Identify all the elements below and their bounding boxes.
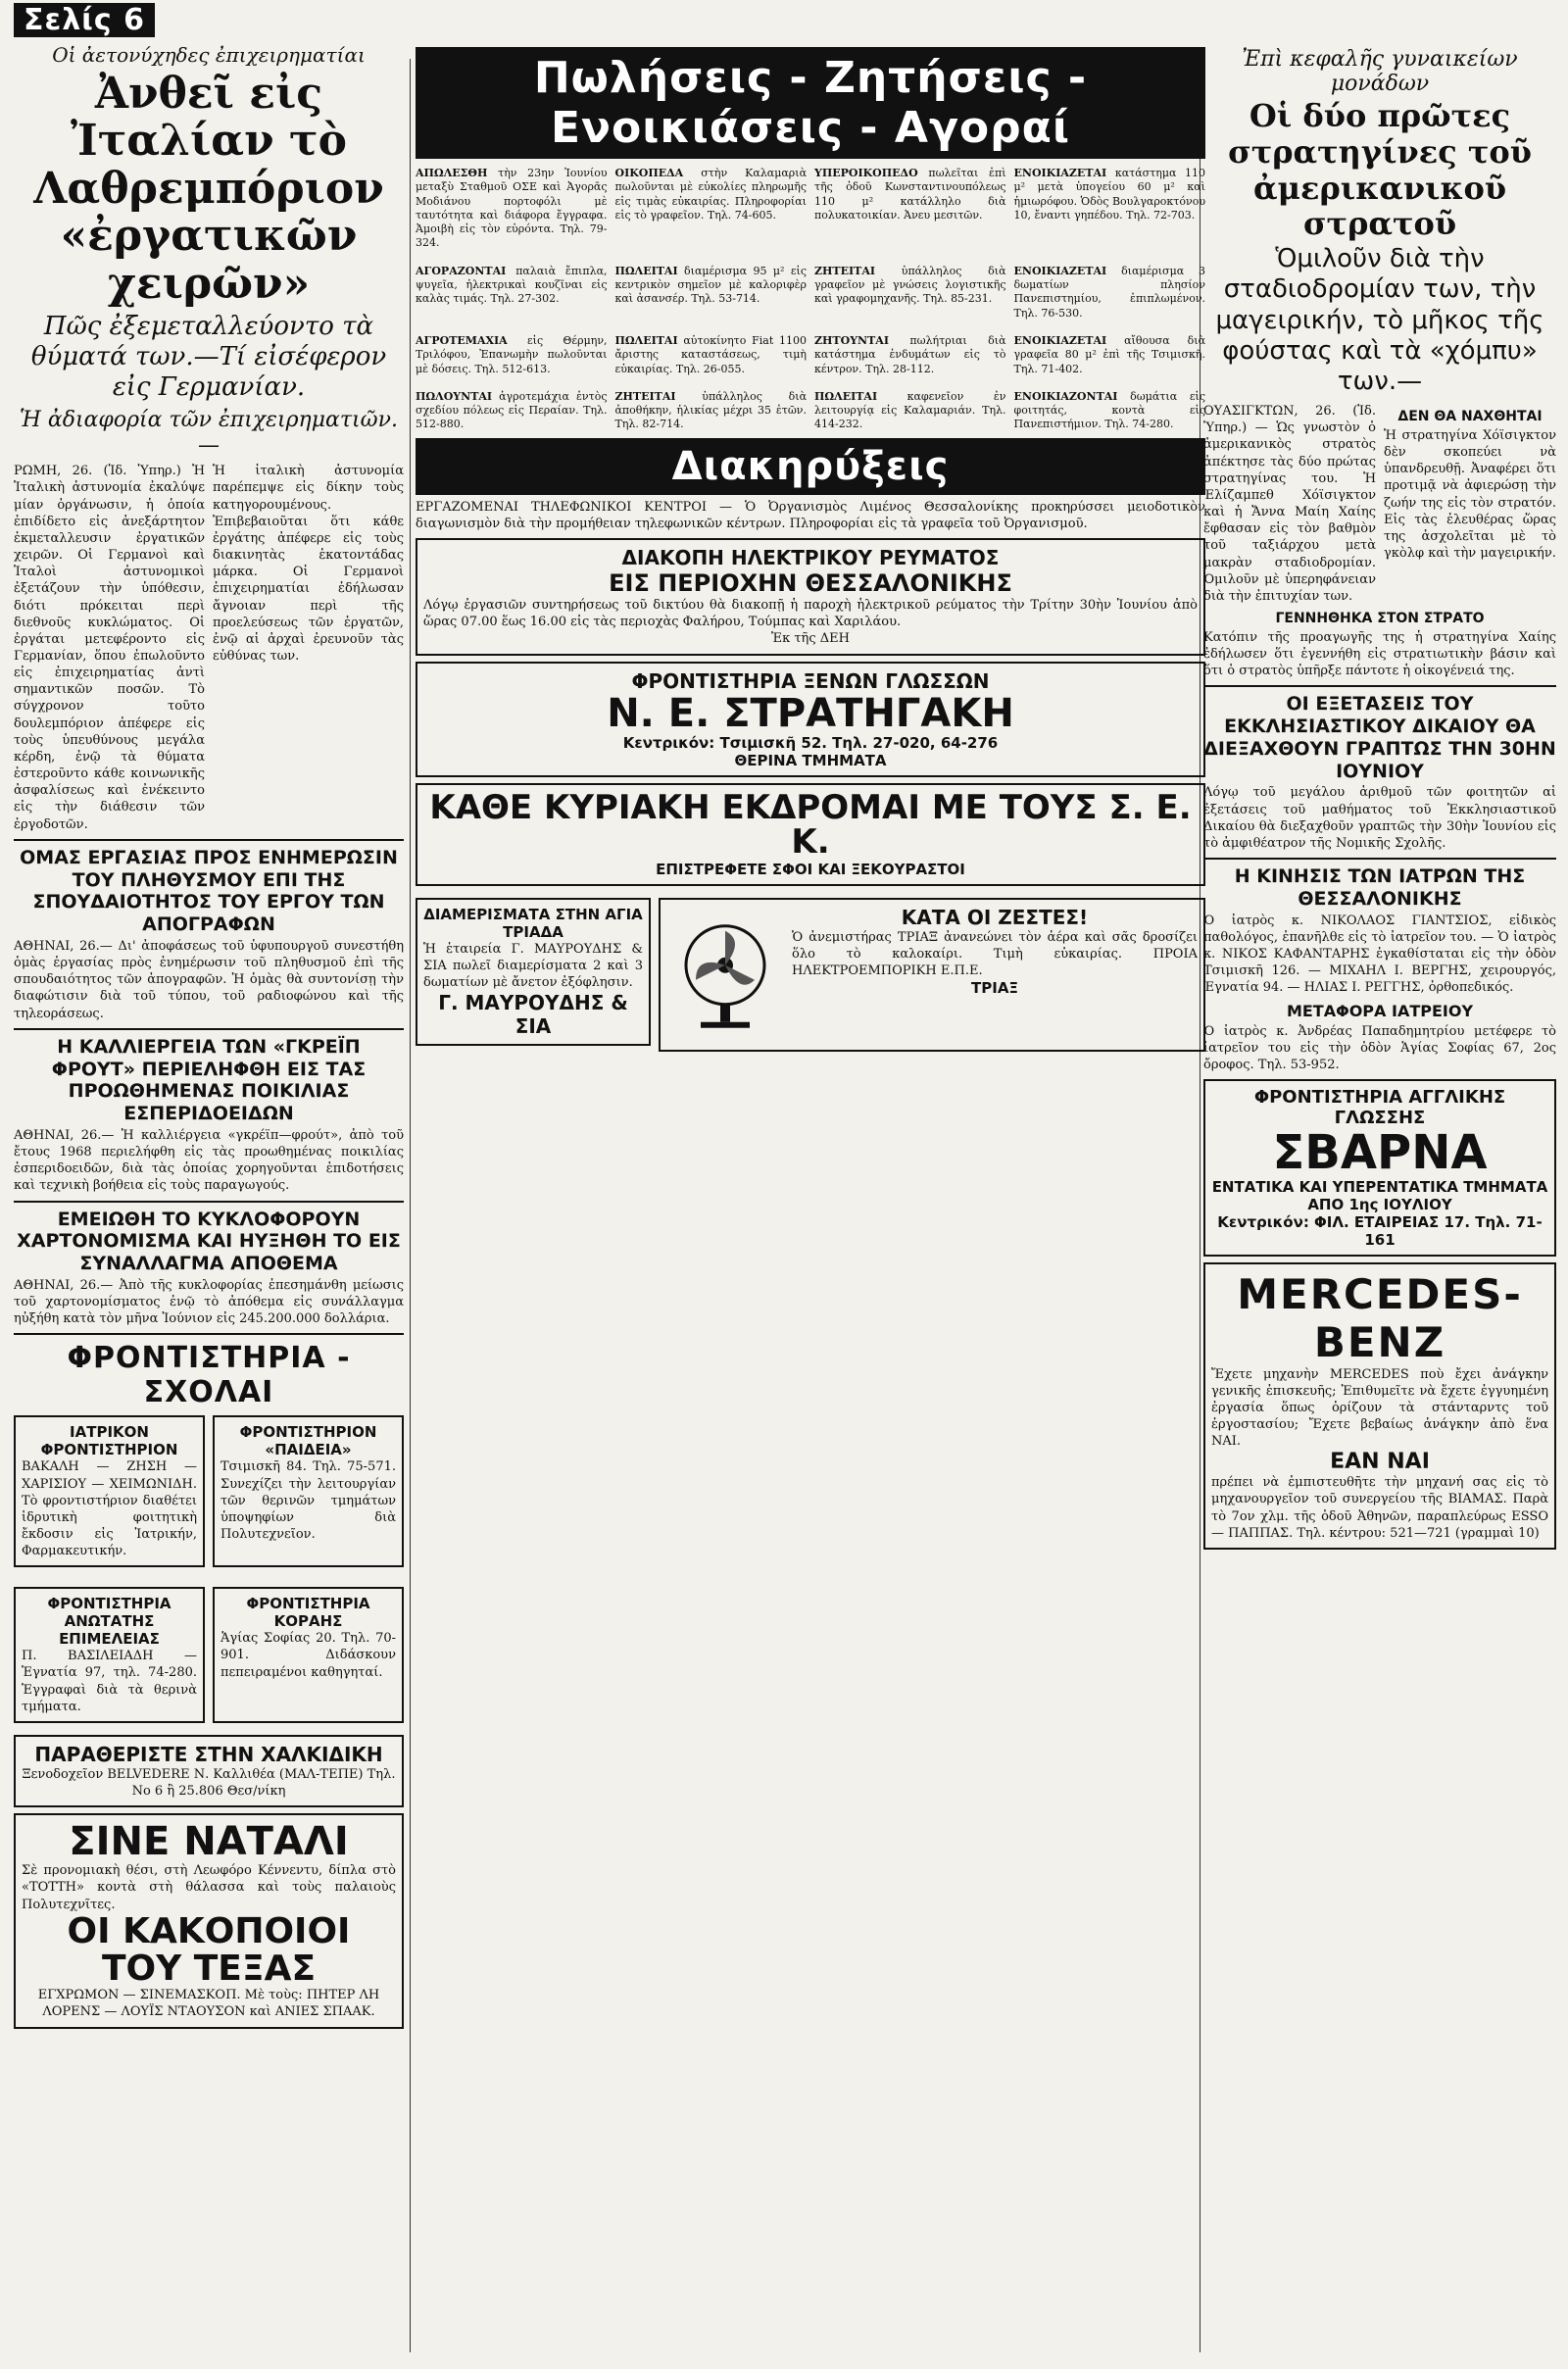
tutoring-ad — [14, 1415, 205, 1567]
classified-ad — [615, 265, 808, 321]
article-headline: ΟΙ ΕΞΕΤΑΣΕΙΣ ΤΟΥ ΕΚΚΛΗΣΙΑΣΤΙΚΟΥ ΔΙΚΑΙΟΥ ΘΑ ΔΙΕΞΑΧΘΟΥΝ ΓΡΑΠΤΩΣ ΤΗΝ 30ΗΝ ΙΟΥΝΙΟΥ — [1203, 693, 1556, 782]
classified-lead: ΕΝΟΙΚΙΑΖΕΤΑΙ — [1013, 264, 1107, 277]
ad-title: ΦΡΟΝΤΙΣΤΗΡΙΑ ΞΕΝΩΝ ΓΛΩΣΣΩΝ — [631, 668, 990, 693]
ad-title: ΠΑΡΑΘΕΡΙΣΤΕ ΣΤΗΝ ΧΑΛΚΙΔΙΚΗ — [34, 1742, 383, 1766]
classified-ad — [1014, 265, 1206, 321]
bottom-ads — [416, 892, 1205, 1052]
school-sub: ΘΕΡΙΝΑ ΤΜΗΜΑΤΑ — [734, 751, 887, 769]
cinema-title: ΣΙΝΕ ΝΑΤΑΛΙ — [69, 1819, 349, 1865]
article-paragraph: ΑΘΗΝΑΙ, 26.— Ἡ καλλιέργεια «γκρέϊπ—φρούτ», ἀπὸ τοῦ ἔτους 1968 περιελήφθη εἰς τὰς προωθημένας ποικιλίας ἐσπεριδοειδῶν, διὰ τὰς ὁποίας χορηγοῦνται ἐπιδοτήσεις καὶ τεχνικὴ βοήθεια εἰς τοὺς παραγωγούς. — [14, 1127, 404, 1194]
ad-text: ΒΑΚΑΛΗ — ΖΗΣΗ — ΧΑΡΙΣΙΟΥ — ΧΕΙΜΩΝΙΔΗ. Τὸ φροντιστήριον διαθέτει ἱδρυτικὴ φοιτητικὴ ἔκδοσιν εἰς Ἰατρικήν, Φαρμακευτικήν. — [22, 1459, 197, 1559]
tutoring-ad — [213, 1415, 404, 1567]
classified-text: αἴθουσα διὰ γραφεῖα 80 μ² ἐπὶ τῆς Τσιμισκῆ. Τηλ. 71-402. — [1013, 333, 1205, 375]
classified-text: στὴν Καλαμαριὰ πωλοῦνται μὲ εὐκολίες πληρωμῆς εἰς τιμὰς εὐκαιρίας. Πληροφορίαι εἰς τὸ γραφεῖον. Τηλ. 74-605. — [614, 167, 808, 222]
article-deck: Ὁμιλοῦν διὰ τὴν σταδιοδρομίαν των, τὴν μαγειρικήν, τὸ μῆκος τῆς φούστας καὶ τὰ «χόμπυ» των.— — [1215, 244, 1544, 396]
classified-ad — [416, 334, 608, 376]
classified-text: τὴν 23ην Ἰουνίου μεταξὺ Σταθμοῦ ΟΣΕ καὶ Ἀγορᾶς Μοδιάνου πορτοφόλι μὲ ταυτότητα καὶ διάφορα ἔγγραφα. Ἀμοιβὴ εἰς τὸν εὑρόντα. Τηλ. 79-324. — [416, 167, 608, 250]
classified-lead: ΕΝΟΙΚΙΑΖΕΤΑΙ — [1013, 333, 1107, 347]
ad-text: Ξενοδοχεῖον BELVEDERE Ν. Καλλιθέα (ΜΑΛ-ΤΕΠΕ) Τηλ. No 6 ἢ 25.806 Θεσ/νίκη — [22, 1766, 396, 1800]
classified-lead: ΑΓΟΡΑΖΟΝΤΑΙ — [416, 264, 507, 277]
classified-text: πωλήτριαι διὰ κατάστημα ἐνδυμάτων εἰς τὸ κέντρον. Τηλ. 28-112. — [814, 333, 1006, 375]
tutoring-ads — [14, 1409, 404, 1729]
apartment-ad — [416, 898, 651, 1046]
classified-lead: ΕΝΟΙΚΙΑΖΕΤΑΙ — [1013, 167, 1107, 179]
ad-title: ΔΙΑΜΕΡΙΣΜΑΤΑ ΣΤΗΝ ΑΓΙΑ ΤΡΙΑΔΑ — [423, 905, 643, 941]
ad-subtitle: ΕΠΙΣΤΡΕΦΕΤΕ ΣΦΟΙ ΚΑΙ ΞΕΚΟΥΡΑΣΤΟΙ — [656, 860, 965, 878]
classified-lead: ΠΩΛΕΙΤΑΙ — [814, 389, 878, 403]
tutoring-ad — [213, 1587, 404, 1723]
article-kicker: Ἐπὶ κεφαλῆς γυναικείων μονάδων — [1242, 47, 1518, 96]
subhead: ΜΕΤΑΦΟΡΑ ΙΑΤΡΕΙΟΥ — [1286, 1002, 1474, 1021]
mercedes-ad — [1203, 1262, 1556, 1550]
classified-lead: ΟΙΚΟΠΕΔΑ — [614, 167, 684, 179]
classified-ad — [615, 167, 808, 251]
article-headline: Η ΚΙΝΗΣΙΣ ΤΩΝ ΙΑΤΡΩΝ ΤΗΣ ΘΕΣΣΑΛΟΝΙΚΗΣ — [1234, 865, 1526, 910]
ad-text: Ἔχετε μηχανὴν MERCEDES ποὺ ἔχει ἀνάγκην γενικῆς ἐπισκευῆς; Ἐπιθυμεῖτε νὰ ἔχετε ἐγγυημένη ἐργασία ὅπως ὁρίζουν τὰ στάνταρντς τοῦ ἐργοστασίου; Ἔχετε βεβαίως ἀνάγκην ἀπὸ ἕνα ΝΑΙ. — [1211, 1366, 1548, 1450]
classified-ad — [615, 390, 808, 432]
subhead: ΔΕΝ ΘΑ ΝΑΧΘΗΤΑΙ — [1397, 409, 1543, 425]
ad-text: Ὁ ἀνεμιστήρας ΤΡΙΑΞ ἀνανεώνει τὸν ἀέρα καὶ σᾶς δροσίζει ὅλο τὸ καλοκαίρι. Τιμὴ εὐκαιρίας. ΠΡΟΙΑ ΗΛΕΚΤΡΟΕΜΠΟΡΙΚΗ Ε.Π.Ε. — [792, 929, 1198, 979]
article-column — [1384, 403, 1556, 605]
ad-text: Ἁγίας Σοφίας 20. Τηλ. 70-901. Διδάσκουν πεπειραμένοι καθηγηταί. — [220, 1631, 396, 1680]
resort-ad — [14, 1735, 404, 1807]
ad-text: ΕΓΧΡΩΜΟΝ — ΣΙΝΕΜΑΣΚΟΠ. Μὲ τοὺς: ΠΗΤΕΡ ΛΗ ΛΟΡΕΝΣ — ΛΟΥΪΣ ΝΤΑΟΥΣΟΝ καὶ ΑΝΙΕΣ ΣΠΑΑΚ. — [37, 1988, 380, 2020]
ad-title: ΔΙΑΚΟΠΗ ΗΛΕΚΤΡΙΚΟΥ ΡΕΥΜΑΤΟΣ — [621, 546, 1000, 570]
classified-text: πωλεῖται ἐπὶ τῆς ὁδοῦ Κωνσταντινουπόλεως 110 μ² κατάλληλο διὰ πολυκατοικίαν. Ἀνευ μεσιτῶν. — [814, 167, 1006, 222]
article-paragraph: ΟΥΑΣΙΓΚΤΩΝ, 26. (Ἰδ. Ὑπηρ.) — Ὡς γνωστὸν ὁ ἀμερικανικὸς στρατὸς ἀπέκτησε τὰς δύο πρώτας στρατηγίνας του. Ἡ Ἐλίζαμπεθ Χόϊσιγκτον καὶ ἡ Ἄννα Μαίη Χαίης ἔφθασαν εἰς τὸν βαθμὸν τοῦ ταξιάρχου μετὰ μακρὰν σταδιοδρομίαν. Ὁμιλοῦν μὲ ὑπερηφάνειαν διὰ τὴν ἐπιτυχίαν των. — [1203, 404, 1376, 604]
article-paragraph: ΑΘΗΝΑΙ, 26.— Ἀπὸ τῆς κυκλοφορίας ἐπεσημάνθη μείωσις τοῦ χαρτονομίσματος ἐνῷ τὸ ἀπόθεμα εἰς συνάλλαγμα ηὐξήθη κατὰ τὸν μῆνα Ἰούνιον εἰς 245.200.000 δολλάρια. — [14, 1277, 404, 1327]
classified-ad — [416, 265, 608, 321]
classified-text: αὐτοκίνητο Fiat 1100 ἄριστης καταστάσεως, τιμὴ εὐκαιρίας. Τηλ. 26-055. — [614, 333, 807, 375]
classifieds-banner: Πωλήσεις - Ζητήσεις - Ενοικιάσεις - Αγοραί — [416, 47, 1205, 159]
classified-ad — [1014, 167, 1206, 251]
classified-text: εἰς Θέρμην, Τριλόφου, Ἐπανωμὴν πωλοῦνται μὲ δόσεις. Τηλ. 512-613. — [416, 333, 608, 375]
right-column — [1203, 0, 1556, 1555]
school-address: Κεντρικόν: ΦΙΛ. ΕΤΑΙΡΕΙΑΣ 17. Τηλ. 71-161 — [1217, 1212, 1543, 1249]
article-paragraph: Λόγῳ τοῦ μεγάλου ἀριθμοῦ τῶν φοιτητῶν αἱ ἐξετάσεις τοῦ μαθήματος τοῦ Ἐκκλησιαστικοῦ Δικαίου θὰ διεξαχθοῦν γραπτῶς τὴν 30ὴν Ἰουνίου εἰς τὸ ἀμφιθέατρον τῆς Νομικῆς Σχολῆς. — [1203, 785, 1556, 851]
fan-icon — [666, 906, 784, 1044]
classified-lead: ΖΗΤΟΥΝΤΑΙ — [814, 333, 889, 347]
article-headline: Ἀνθεῖ εἰς Ἰταλίαν τὸ Λαθρεμπόριον «ἐργατικῶν χειρῶν» — [33, 69, 384, 309]
article-paragraph: Ἡ στρατηγίνα Χόϊσιγκτον δὲν σκοπεύει νὰ ὑπανδρευθῇ. Ἀναφέρει ὅτι προτιμᾷ νὰ ἀφιερώσῃ τὴν ζωήν της εἰς τὸν στρατόν. Εἰς τὰς ἐλευθέρας ὥρας της ἀσχολεῖται μὲ τὸ γκὸλφ καὶ τὴν μαγειρικήν. — [1384, 427, 1556, 562]
classified-lead: ΥΠΕΡΟΙΚΟΠΕΔΟ — [814, 167, 918, 179]
classified-text: διαμέρισμα 3 δωματίων πλησίον Πανεπιστημίου, ἐπιπλωμένον. Τηλ. 76-530. — [1013, 264, 1205, 320]
ad-text: Λόγῳ ἐργασιῶν συντηρήσεως τοῦ δικτύου θὰ διακοπῇ ἡ παροχὴ ἡλεκτρικοῦ ρεύματος τὴν Τρίτην 30ὴν Ἰουνίου ἀπὸ ὥρας 07.00 ἕως 16.00 εἰς τὰς περιοχὰς Φαλήρου, Τούμπας καὶ Χαριλάου. — [423, 598, 1198, 630]
classified-lead: ΕΝΟΙΚΙΑΖΟΝΤΑΙ — [1013, 389, 1118, 403]
classified-text: διαμέρισμα 95 μ² εἰς κεντρικὸν σημεῖον μὲ καλοριφὲρ καὶ ἀσανσέρ. Τηλ. 53-714. — [614, 264, 808, 306]
article-paragraph: Κατόπιν τῆς προαγωγῆς της ἡ στρατηγίνα Χαίης ἐδήλωσεν ὅτι ἐγεννήθη εἰς στρατιωτικὴν βάσιν καὶ ὅτι ὁ στρατὸς ὑπῆρξε πάντοτε ἡ οἰκογένειά της. — [1203, 629, 1556, 679]
classified-text: καφενεῖον ἐν λειτουργίᾳ εἰς Καλαμαριάν. Τηλ. 414-232. — [814, 389, 1006, 431]
article-headline: Η ΚΑΛΛΙΕΡΓΕΙΑ ΤΩΝ «ΓΚΡΕΪΠ ΦΡΟΥΤ» ΠΕΡΙΕΛΗΦΘΗ ΕΙΣ ΤΑΣ ΠΡΟΩΘΗΜΕΝΑΣ ΠΟΙΚΙΛΙΑΣ ΕΣΠΕΡΙΔΟΕΙΔΩΝ — [51, 1035, 367, 1125]
ad-sign: Ἐκ τῆς ΔΕΗ — [771, 631, 850, 647]
brand-name: ΤΡΙΑΞ — [971, 979, 1018, 998]
ad-title: ΦΡΟΝΤΙΣΤΗΡΙΑ ΑΓΓΛΙΚΗΣ ΓΛΩΣΣΗΣ — [1253, 1087, 1506, 1129]
article-paragraph: ΑΘΗΝΑΙ, 26.— Δι' ἀποφάσεως τοῦ ὑφυπουργοῦ συνεστήθη ὁμὰς ἐργασίας πρὸς ἐνημέρωσιν τοῦ πληθυσμοῦ ἐπὶ τῆς σπουδαιότητος τῶν ἀπογραφῶν. Ἡ ὁμὰς θὰ συντονίσῃ τὴν διαφώτισιν διὰ τοῦ τύπου, τοῦ ραδιοφώνου καὶ τῆς τηλεοράσεως. — [14, 938, 404, 1021]
article-headline: Οἱ δύο πρῶτες στρατηγίνες τοῦ ἀμερικανικοῦ στρατοῦ — [1228, 97, 1532, 243]
classified-text: δωμάτια εἰς φοιτητάς, κοντὰ εἰς Πανεπιστήμιον. Τηλ. 74-280. — [1013, 389, 1205, 431]
language-school-ad — [416, 662, 1205, 777]
ad-emphasis: ΕΑΝ ΝΑΙ — [1330, 1450, 1430, 1475]
ad-subtitle: ΕΝΤΑΤΙΚΑ ΚΑΙ ΥΠΕΡΕΝΤΑΤΙΚΑ ΤΜΗΜΑΤΑ ΑΠΟ 1ης ΙΟΥΛΙΟΥ — [1211, 1177, 1548, 1213]
article-deck: Πῶς ἐξεμεταλλεύοντο τὰ θύματά των.—Τί εἰσέφερον εἰς Γερμανίαν. — [30, 311, 387, 403]
classified-lead: ΑΓΡΟΤΕΜΑΧΙΑ — [416, 333, 508, 347]
school-address: Κεντρικόν: Τσιμισκῆ 52. Τηλ. 27-020, 64-276 — [622, 733, 999, 752]
cinema-ad — [14, 1813, 404, 2028]
ad-text: πρέπει νὰ ἐμπιστευθῆτε τὴν μηχανή σας εἰς τὸ μηχανουργεῖον τοῦ συνεργείου τῆς ΒΙΑΜΑΣ. Παρὰ τὸ 7ον χλμ. τῆς ὁδοῦ Ἀθηνῶν, παραπλεύρως ESSO — ΠΑΠΠΑΣ. Τηλ. κέντρου: 521—721 (γραμμαὶ 10) — [1211, 1475, 1548, 1541]
article-paragraph: Ἡ ἰταλικὴ ἀστυνομία παρέπεμψε εἰς δίκην τοὺς κατηγορουμένους. Ἐπιβεβαιοῦται ὅτι κάθε ἐργάτης ἀπέφερε εἰς τοὺς διακινητὰς ἑκατοντάδας μάρκα. Οἱ Γερμανοὶ ἐπιχειρηματίαι ἐδήλωσαν ἄγνοιαν περὶ τῆς προελεύσεως τῶν ἐργατῶν, ἐνῷ αἱ ἀρχαὶ ἐρευνοῦν τὰς εὐθύνας των. — [213, 464, 404, 665]
school-name: ΣΒΑΡΝΑ — [1272, 1125, 1488, 1181]
article-headline: ΟΜΑΣ ΕΡΓΑΣΙΑΣ ΠΡΟΣ ΕΝΗΜΕΡΩΣΙΝ ΤΟΥ ΠΛΗΘΥΣΜΟΥ ΕΠΙ ΤΗΣ ΣΠΟΥΔΑΙΟΤΗΤΟΣ ΤΟΥ ΕΡΓΟΥ ΤΩΝ ΑΠΟΓΡΑΦΩΝ — [20, 846, 398, 936]
classified-lead: ΖΗΤΕΙΤΑΙ — [614, 389, 676, 403]
classified-ad — [814, 265, 1006, 321]
masthead — [14, 0, 404, 39]
article-subdeck: Ἡ ἀδιαφορία τῶν ἐπιχειρηματιῶν.— — [20, 407, 398, 458]
column-rule — [410, 59, 411, 2352]
subhead: ΓΕΝΝΗΘΗΚΑ ΣΤΟΝ ΣΤΡΑΤΟ — [1275, 611, 1485, 626]
classified-text: ἀγροτεμάχια ἐντὸς σχεδίου πόλεως εἰς Περαίαν. Τηλ. 512-880. — [416, 389, 608, 431]
classified-text: παλαιὰ ἔπιπλα, ψυγεῖα, ἠλεκτρικαὶ κουζῖναι εἰς καλὰς τιμάς. Τηλ. 27-302. — [416, 264, 608, 306]
classified-text: ὑπάλληλος διὰ ἀποθήκην, ἡλικίας μέχρι 35 ἐτῶν. Τηλ. 82-714. — [614, 389, 808, 431]
excursion-ad — [416, 783, 1205, 886]
article-body — [14, 463, 404, 832]
ad-text: Σὲ προνομιακὴ θέσι, στὴ Λεωφόρο Κέννεντυ, δίπλα στὸ «ΤΟΤΤΗ» κοντὰ στὴ θάλασσα καὶ τοὺς παλαιοὺς Πολυτεχνῖτες. — [22, 1863, 396, 1912]
diakiryxeis-banner: Διακηρύξεις — [416, 438, 1205, 495]
classified-ad — [1014, 334, 1206, 376]
middle-column — [416, 0, 1205, 1052]
classified-lead: ΖΗΤΕΙΤΑΙ — [814, 264, 876, 277]
brand-name: MERCEDES-BENZ — [1237, 1269, 1523, 1366]
fan-ad-text — [792, 906, 1198, 1044]
article-paragraph: ΡΩΜΗ, 26. (Ἰδ. Ὑπηρ.) Ἡ Ἰταλικὴ ἀστυνομία ἐκαλύψε μίαν ὀργάνωσιν, ἡ ὁποία ἐπιδίδετο εἰς ἀνεξάρτητον ἐκμεταλλευσιν ἐργατικῶν χειρῶν. Οἱ Γερμανοὶ καὶ Ἰταλοὶ ἀστυνομικοὶ ἐξετάζουν τὴν ὑπόθεσιν, διότι πρόκειται περὶ διεθνοῦς κυκλώματος. Οἱ ἐργάται μετεφέροντο εἰς Γερμανίαν, ὅπου ἐπωλοῦντο εἰς ἐπιχειρηματίας ἀντὶ σημαντικῶν ποσῶν. Τὸ σύγχρονον τοῦτο δουλεμπόριον ἀπέφερε εἰς τοὺς ὑπευθύνους μεγάλα κέρδη, ἐνῷ τὰ θύματα ἐστεροῦντο κάθε κοινωνικῆς ἀσφαλίσεως καὶ ἐνέκειντο εἰς τὴν διάθεσιν τῶν ἐργοδοτῶν. — [14, 464, 205, 832]
classified-ad — [615, 334, 808, 376]
classified-ad — [814, 167, 1006, 251]
power-outage-ad — [416, 538, 1205, 655]
classified-ad — [814, 390, 1006, 432]
article-body — [1203, 403, 1556, 605]
fan-ad — [659, 898, 1205, 1052]
ad-text: Ἡ ἑταιρεία Γ. ΜΑΥΡΟΥΔΗΣ & ΣΙΑ πωλεῖ διαμερίσματα 2 καὶ 3 δωματίων μὲ ἄνετον ἐξόφλησιν. — [423, 941, 643, 991]
ad-title: ΙΑΤΡΙΚΟΝ ΦΡΟΝΤΙΣΤΗΡΙΟΝ — [40, 1423, 178, 1459]
classified-lead: ΑΠΩΛΕΣΘΗ — [416, 167, 488, 179]
classified-ad — [416, 167, 608, 251]
ad-title: ΦΡΟΝΤΙΣΤΗΡΙΟΝ «ΠΑΙΔΕΙΑ» — [239, 1423, 377, 1459]
classified-text: ὑπάλληλος διὰ γραφεῖον μὲ γνώσεις λογιστικῆς καὶ γραφομηχανῆς. Τηλ. 85-231. — [814, 264, 1006, 306]
article-paragraph: Ὁ ἰατρὸς κ. Ἀνδρέας Παπαδημητρίου μετέφερε τὸ ἰατρεῖον του εἰς τὴν ὁδὸν Ἁγίας Σοφίας 67, 2ος ὄροφος. Τηλ. 53-952. — [1203, 1023, 1556, 1072]
ad-title: ΦΡΟΝΤΙΣΤΗΡΙΑ ΑΝΩΤΑΤΗΣ ΕΠΙΜΕΛΕΙΑΣ — [47, 1595, 172, 1649]
classified-ad — [1014, 390, 1206, 432]
left-column — [14, 0, 404, 2035]
classified-text: κατάστημα 110 μ² μετὰ ὑπογείου 60 μ² καὶ ἡμιωρόφου. Ὁδὸς Βουλγαροκτόνου 10, ἔναντι γηπέδου. Τηλ. 72-703. — [1013, 167, 1205, 222]
classified-ad — [416, 390, 608, 432]
page-number-badge: Σελίς 6 — [14, 3, 155, 37]
ad-text: Τσιμισκῆ 84. Τηλ. 75-571. Συνεχίζει τὴν λειτουργίαν τῶν θερινῶν τμημάτων ὑποψηφίων διὰ Πολυτεχνεῖον. — [220, 1459, 396, 1542]
film-title: ΟΙ ΚΑΚΟΠΟΙΟΙ ΤΟΥ ΤΕΞΑΣ — [67, 1910, 351, 1989]
article-kicker: Οἱ ἀετονύχηδες ἐπιχειρηματίαι — [52, 43, 366, 67]
tutoring-ad — [14, 1587, 205, 1723]
classified-lead: ΠΩΛΕΙΤΑΙ — [614, 333, 678, 347]
article-headline: ΕΜΕΙΩΘΗ ΤΟ ΚΥΚΛΟΦΟΡΟΥΝ ΧΑΡΤΟΝΟΜΙΣΜΑ ΚΑΙ ΗΥΞΗΘΗ ΤΟ ΕΙΣ ΣΥΝΑΛΛΑΓΜΑ ΑΠΟΘΕΜΑ — [17, 1208, 401, 1275]
ad-subtitle: ΕΙΣ ΠΕΡΙΟΧΗΝ ΘΕΣΣΑΛΟΝΙΚΗΣ — [609, 569, 1012, 598]
classifieds-grid — [416, 167, 1205, 438]
ad-title: ΚΑΤΑ ΟΙ ΖΕΣΤΕΣ! — [901, 905, 1089, 929]
ad-text: Π. ΒΑΣΙΛΕΙΑΔΗ — Ἐγνατία 97, τηλ. 74-280. Ἐγγραφαὶ διὰ τὰ θερινὰ τμήματα. — [22, 1649, 197, 1714]
classified-lead: ΠΩΛΕΙΤΑΙ — [614, 264, 678, 277]
english-school-ad — [1203, 1079, 1556, 1256]
section-banner: ΦΡΟΝΤΙΣΤΗΡΙΑ - ΣΧΟΛΑΙ — [67, 1341, 351, 1410]
school-name: Ν. Ε. ΣΤΡΑΤΗΓΑΚΗ — [607, 690, 1014, 736]
notice-text: ΕΡΓΑΖΟΜΕΝΑΙ ΤΗΛΕΦΩΝΙΚΟΙ ΚΕΝΤΡΟΙ — Ὁ Ὀργανισμὸς Λιμένος Θεσσαλονίκης προκηρύσσει μειοδοτικὸν διαγωνισμὸν διὰ τὴν προμήθειαν τηλεφωνικῶν κέντρων. Πληροφορίαι εἰς τὰ γραφεῖα τοῦ Ὀργανισμοῦ. — [416, 499, 1205, 531]
ad-title: ΚΑΘΕ ΚΥΡΙΑΚΗ ΕΚΔΡΟΜΑΙ ΜΕ ΤΟΥΣ Σ. Ε. Κ. — [429, 787, 1192, 863]
article-paragraph: Ὁ ἰατρὸς κ. ΝΙΚΟΛΑΟΣ ΓΙΑΝΤΣΙΟΣ, εἰδικὸς παθολόγος, ἐπανῆλθε εἰς τὸ ἰατρεῖον του. — Ὁ ἰατρὸς κ. ΝΙΚΟΣ ΚΑΦΑΝΤΑΡΗΣ ἐγκαθίσταται εἰς τὴν ὁδὸν Τσιμισκῆ 126. — ΜΙΧΑΗΛ Ι. ΒΕΡΓΗΣ, χειρουργός, Ἐγνατία 94. — ΗΛΙΑΣ Ι. ΡΕΓΓΗΣ, ὀρθοπεδικός. — [1203, 913, 1556, 996]
classified-lead: ΠΩΛΟΥΝΤΑΙ — [416, 389, 493, 403]
classified-ad — [814, 334, 1006, 376]
ad-title: ΦΡΟΝΤΙΣΤΗΡΙΑ ΚΟΡΑΗΣ — [246, 1595, 370, 1631]
firm-name: Γ. ΜΑΥΡΟΥΔΗΣ & ΣΙΑ — [438, 991, 628, 1039]
